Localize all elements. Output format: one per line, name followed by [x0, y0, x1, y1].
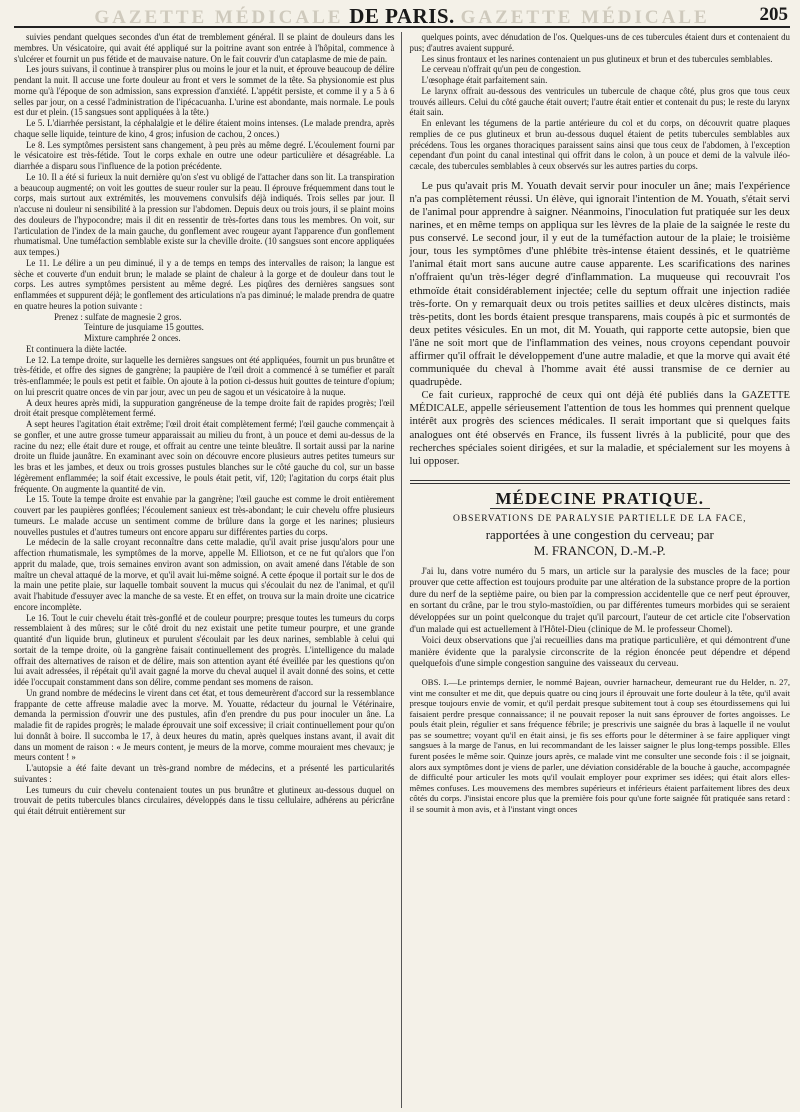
paragraph: suivies pendant quelques secondes d'un état de tremblement général. Il se plaint de douleurs dans les membres. Un vésicatoire, qui avait été appliqué sur la poitrine avant son entrée à l'hôpital, commence à s'ulcérer et fournit un pus fétide et de mauvaise nature. On le fait couvrir d'un cataplasme de mie de pain. [14, 32, 395, 64]
paragraph: quelques points, avec dénudation de l'os. Quelques-uns de ces tubercules étaient durs et contenaient du pus; d'autres avaient suppuré. [409, 32, 790, 53]
article-title [410, 511, 791, 559]
article-title-line: OBSERVATIONS DE PARALYSIE PARTIELLE DE LA FACE, [452, 513, 747, 524]
page-header [14, 4, 790, 28]
paragraph: Les jours suivans, il continue à transpirer plus ou moins le jour et la nuit, et éprouve beaucoup de délire pendant la nuit. Il accuse une forte douleur au front et vers le sommet de la tête. Sa physionomie est plus morne qu'à l'époque de son admission, sans expression d'anxiété. L'appétit persiste, et comme il y a 5 à 6 selles par jour, on a cessé l'administration de l'ipécacuanha. L'urine est abondante, mais normale. Le pouls est dur et plein. (15 sangsues sont appliquées à la tête.) [14, 64, 395, 118]
prescription-line: Teinture de jusquiame 15 gouttes. [84, 322, 204, 333]
paragraph: Le 11. Le délire a un peu diminué, il y a de temps en temps des intervalles de raison; la langue est sèche et couverte d'un enduit brun; le malade se plaint de chaleur à la gorge et de douleur dans tout le corps. Les autres symptômes persistent au même degré. Les piqûres des dernières sangsues sont enflammées et suppurent déjà; le gonflement des articulations n'a pas diminué; le malade prendra de quatre en quatre heures la potion suivante : [14, 257, 395, 311]
masthead [14, 4, 790, 29]
observation-paragraph: OBS. I.—Le printemps dernier, le nommé Bajean, ouvrier harnacheur, demeurant rue du Helder, n. 27, vint me consulter et me dit, que depuis quatre ou cinq jours il éprouvait une forte douleur à la tête, qu'il avait presque toujours envie de vomir, et qu'il perdait presque subitement tout à coup ses étourdissemens qui lui faisaient perdre presque connaissance; il ne pouvait reposer la nuit sans éprouver de fortes angoisses. Le pouls était plein, régulier et sans fréquence fébrile; je prescrivis une saignée du bras à laquelle il ne voulut pas se soumettre; voyant qu'il en était ainsi, je fis ses efforts pour le déterminer à se faire appliquer vingt sangsues à la marge de l'anus, en lui recommandant de les laisser saigner le plus long-temps possible. Elles furent posées le même soir. Quinze jours après, ce malade vint me consulter une seconde fois : il se joignait, alors aux symptômes dont je viens de parler, une déviation considérable de la bouche à gauche, accompagnée de difficulté pour articuler les mots qu'il voulait employer pour exprimer ses idées; qui était alors elles-mêmes confuses. Les mouvemens des membres supérieurs et inférieurs étaient parfaitement libres des deux côtés du corps. J'insistai encore plus que la première fois pour qu'une forte saignée fût pratiquée sans retard : il se soumit à mon avis, et à l'instant vingt onces [409, 676, 790, 815]
paragraph: L'œsophage était parfaitement sain. [421, 75, 548, 85]
paragraph: Le 5. L'diarrhée persistant, la céphalalgie et le délire étaient moins intenses. (Le malade prendra, après chaque selle liquide, teinture de kino, 4 gros; infusion de cachou, 2 onces.) [14, 118, 395, 139]
paragraph: En enlevant les tégumens de la partie antérieure du col et du corps, on découvrit quatre plaques remplies de ce pus glutineux et brun au-dessous duquel étaient de petits tubercules semblables aux précédens. Tous les organes thoraciques paraissent sains ainsi que tous ceux de l'abdomen, à l'exception cependant d'un point du canal intestinal qui offrit dans le colon, à un pouce et demi de la valvule iléo-cæcale, des tubercules semblables à ceux observés sur les autres parties du corps. [409, 118, 790, 171]
paragraph: A deux heures après midi, la suppuration gangréneuse de la tempe droite fait de rapides progrès; l'œil droit était presque complètement fermé. [14, 397, 395, 419]
prescription-line: Mixture camphrée 2 onces. [84, 333, 181, 343]
paragraph: Le 16. Tout le cuir chevelu était très-gonflé et de couleur pourpre; presque toutes les tumeurs du corps ressemblaient à des mûres; sur le côté droit du nez existait une petite tumeur pourpre, et une grande quantité d'un liquide brun, glutineux et purulent s'écoulait par les deux narines, semblable à celui qui sortait de la tempe droite, où la gangrène faisait continuellement des progrès. L'intelligence du malade offrait des alternatives de raison et de délire, mais son attention ayant été éveillée par les questions qu'on lui avait adressées, il répétait qu'il avait gagné la morve du cheval auquel il avait donné des soins, et cette idée l'occupait constamment dans son délire, comme pendant ses momens de raison. [14, 612, 395, 687]
masthead-title: DE PARIS. [349, 4, 455, 28]
columns [14, 32, 790, 1108]
article-title-line: rapportées à une congestion du cerveau; par [485, 526, 714, 542]
prescription-line: Prenez : sulfate de magnesie 2 gros. [54, 311, 182, 322]
left-column [14, 32, 401, 1108]
paragraph: Voici deux observations que j'ai recueillies dans ma pratique particulière, et qui démontrent d'une manière évidente que la paralysie circonscrite de la région énoncée peut dépendre et dépend quelquefois d'une simple congestion sanguine des vaisseaux du cerveau. [409, 636, 790, 670]
page-number: 205 [759, 4, 788, 25]
section-title-text: MÉDECINE PRATIQUE. [490, 489, 710, 509]
paragraph: Le 15. Toute la tempe droite est envahie par la gangrène; l'œil gauche est comme le droit entièrement couvert par les paupières gonflées; l'écoulement sanieux est très-abondant; le cuir chevelu offre plusieurs tumeurs. Le malade accuse un sentiment comme de brûlure dans la gorge et les narines; plusieurs nouvelles pustules et d'autres tumeurs ont encore apparu sur différentes parties du corps. [14, 494, 395, 537]
article-author: M. FRANCON, D.-M.-P. [533, 542, 666, 558]
paragraph: L'autopsie a été faite devant un très-grand nombre de médecins, et a présenté les particularités suivantes : [14, 763, 395, 784]
paragraph: Les tumeurs du cuir chevelu contenaient toutes un pus brunâtre et glutineux au-dessous duquel on trouvait de petits tubercules blancs circulaires, développés dans le tissu cellulaire, adhérens au péricrâne qui était détruit entièrement sur [14, 784, 395, 816]
paragraph: Le larynx offrait au-dessous des ventricules un tubercule de chaque côté, plus gros que tous ceux trouvés ailleurs. Celui du côté gauche était ouvert; l'autre était entier et contenait du pus; le reste du larynx était sain. [409, 85, 790, 118]
paragraph: A sept heures l'agitation était extrême; l'œil droit était complètement fermé; l'œil gauche commençait à se gonfler, et une autre grosse tumeur apparaissait au milieu du front, à un pouce et demi au-dessus de la racine du nez; elle était dure et rouge, et offrait au centre une teinte bleuâtre. Il sortait aussi par la narine droite un fluide jaunâtre. En examinant avec soin on découvre encore plusieurs autres petites tumeurs sur les bras et les jambes, et deux ou trois grosses pustules blanches sur le côté gauche du col, sur un basse légèrement enflammée; la soif était excessive, le pouls était petit, vif, 120; l'agitation du corps était plus fréquente. On augmente la quantité de vin. [14, 419, 395, 494]
ghost-title-left: GAZETTE MÉDICALE [94, 7, 344, 28]
paragraph: J'ai lu, dans votre numéro du 5 mars, un article sur la paralysie des muscles de la face; pour prouver que cette affection est toujours produite par une altération de la substance propre de la portion dure du nerf de la septième paire, ou bien par la compression accidentelle que ce nerf peut éprouver, en sortant du crâne, par le trou stylo-mastoïdien, ou par différentes tumeurs morbides qui se seraient développées sur un point quelconque du trajet qu'il parcourt, l'auteur de cet article cite l'observation d'un malade qui est actuellement à l'Hôtel-Dieu (clinique de M. le professeur Chomel). [409, 566, 790, 635]
paragraph: Le 10. Il a été si furieux la nuit dernière qu'on s'est vu obligé de l'attacher dans son lit. La transpiration a beaucoup augmenté; on voit les gouttes de sueur rouler sur la peau. Il éprouve fréquemment dans tout le corps, mais surtout aux extrémités, les mouvemens convulsifs déjà indiqués. Trois selles par jour. Il n'accuse ni douleur ni sensibilité à la pression sur l'abdomen. Depuis deux ou trois jours, il se plaint moins des douleurs de l'hypocondre; mais il dit en ressentir de très-fortes dans tous les membres. On voit, sur l'articulation de l'index de la main gauche, du gonflement avec rougeur ayant l'apparence d'un gonflement rhumatismal. Une tuméfaction semblable existe sur la cheville droite. (10 sangsues sont encore appliquées aux tempes.) [14, 171, 395, 257]
article-body [410, 567, 791, 671]
paragraph: Les sinus frontaux et les narines contenaient un pus glutineux et brun et des tubercules semblables. [421, 53, 773, 64]
paragraph: Le 12. La tempe droite, sur laquelle les dernières sangsues ont été appliquées, fournit un pus brunâtre et très-fétide, et offre des signes de gangrène; la paupière de l'œil droit a commencé à se tuméfier et paraît très-enflammée; le pouls est petit et faible. On ajoute à la potion ci-dessus huit gouttes de teinture d'opium; on lui prescrit quatre onces de vin par jour, avec un peu de sagou et un vésicatoire à la nuque. [14, 354, 395, 397]
observation-block [410, 677, 791, 815]
section-title [410, 488, 791, 508]
paragraph: Et continuera la diète lactée. [26, 343, 127, 354]
paragraph: Un grand nombre de médecins le virent dans cet état, et tous demeurèrent d'accord sur la ressemblance frappante de cette affreuse maladie avec la morve. M. Youatte, rédacteur du journal le Vétérinaire, demanda la permission d'ouvrir une des pustules, afin d'en prendre du pus pour inoculer un âne. La maladie fit de rapides progrès; le malade éprouvait une soif excessive; il criait continuellement pour qu'on lui donnât à boire. Il succomba le 17, à deux heures du matin, après quelques instans avant, il avait dit dans un moment de raison : « Je meurs content, je meurs de la morve, comme mouraient mes chevaux; je meurs content ! » [14, 687, 395, 763]
paragraph: Le médecin de la salle croyant reconnaître dans cette maladie, qu'il avait prise jusqu'alors pour une affection rhumatismale, les symptômes de la morve, appelle M. Elliotson, et ce ne fut qu'alors que l'on apprit du malade, que, trois semaines environ avant son admission, on avait amené dans l'étable de son maître un cheval attaqué de la morve, et qu'il avait lui-même soigné. A cette époque il portait sur le dos de la main une petite plaie, sur laquelle tombait souvent la mucus qui s'écoulait du nez de l'animal, et qu'il avait l'habitude d'essuyer avec la manche de sa veste. Et en effet, on trouva sur la main droite une cicatrice encore incomplète. [14, 537, 395, 612]
right-column [401, 32, 791, 1108]
paragraph: Le pus qu'avait pris M. Youath devait servir pour inoculer un âne; mais l'expérience n'a pas complètement réussi. Un élève, qui ignorait l'intention de M. Youath, s'était servi de l'animal pour apprendre à saigner. Néanmoins, l'inoculation fut pratiquée sur les deux narines, et en même temps on appliqua sur les lèvres de la plaie de la saignée le reste du pus conservé. Le second jour, il y eut de la tuméfaction autour de la plaie; le troisième jour, tous les symptômes d'une phlébite très-intense étaient dessinés, et le quatrième l'animal était mort sans aucune autre cause apparente. Les scarifications des narines n'offraient qu'un très-léger degré d'inflammation. La muqueuse qui recouvrait l'os ethmoïde était considérablement injectée; celle du septum offrait une injection radiée très-forte. On y remarquait deux ou trois petites saillies et deux ulcères distincts, mais très-petits, dont les bords étaient presque transparens, mais coupés à pic et surmontés de deux petites vésicules. En un mot, dit M. Youath, qui rapporte cette autopsie, bien que l'âne ne soit mort que de l'inflammation des veines, nous croyons cependant pouvoir affirmer qu'il offrait le développement d'une autre maladie, et que la morve qui avait été communiquée du cheval à l'homme avait été aussi transmise de ce dernier au quadrupède. [409, 179, 790, 389]
section-divider [410, 480, 791, 484]
paragraph: Le cerveau n'offrait qu'un peu de congestion. [421, 64, 582, 75]
paragraph: Le 8. Les symptômes persistent sans changement, à peu près au même degré. L'écoulement fourni par le vésicatoire est très-fétide. Tout le corps exhale en outre une odeur particulière et désagréable. La diarrhée a disparu sous l'influence de la potion précédente. [14, 139, 395, 171]
inoculation-section [410, 180, 791, 468]
paragraph: Ce fait curieux, rapproché de ceux qui ont déjà été publiés dans la GAZETTE MÉDICALE, appelle sérieusement l'attention de tous les hommes qui prennent quelque intérêt aux progrès des sciences médicales. Il serait important que si quelques faits analogues ont été observés en France, ils fussent livrés à la publicité, pour que des recherches spéciales soient dirigées, et sur la maladie, et spécialement sur les moyens à lui opposer. [409, 389, 790, 467]
ghost-title-right: GAZETTE MÉDICALE [460, 7, 710, 28]
